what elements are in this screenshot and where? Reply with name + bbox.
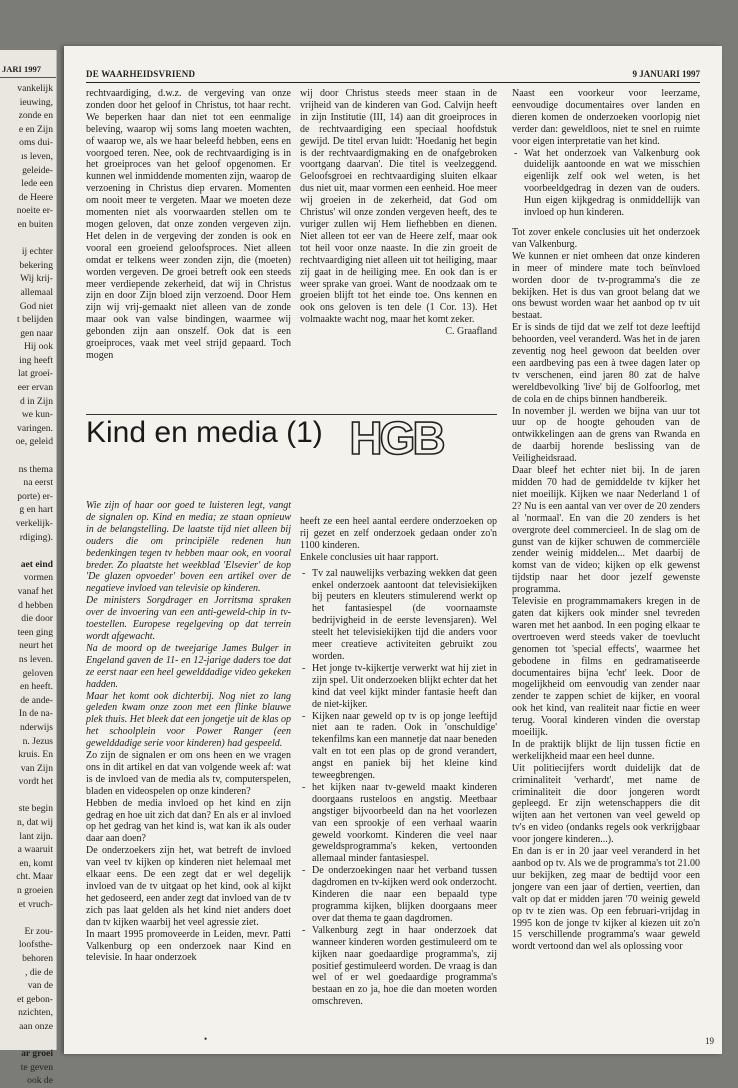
previous-page-header: JARI 1997 <box>2 64 41 74</box>
previous-page-line <box>0 544 56 558</box>
previous-page-line <box>0 911 56 925</box>
previous-page-line: d in Zijn <box>19 395 53 407</box>
previous-page-line: e en Zijn <box>18 123 53 135</box>
previous-page-line: de Heere <box>18 191 53 203</box>
previous-page-edge <box>0 50 57 1087</box>
previous-page-line: nzichten, <box>18 1007 53 1019</box>
article-headline: Kind en media (1) <box>86 416 323 449</box>
paragraph: Daar bleef het echter niet bij. In de jaren midden 70 had de gemiddelde tv kijker het niet moeilijk. Kijken we naar Nederland 1 of 2? Nu is een aantal van ver over de 20 zenders al 'normaal'. En van die 20 zenders is het overgrote deel commercieel. In de slag om de gunst van de kijker schuwen de commerciële zender weinig middelen... Met daarbij de komst van de video; kijken op elk gewenst tijdstip naar het door jezelf gewenste programma. <box>512 465 700 596</box>
previous-page-line: et gebon- <box>17 993 53 1005</box>
previous-page-line: ar groei <box>21 1048 53 1060</box>
previous-page-line: neurt het <box>19 640 53 652</box>
page-number: 19 <box>705 1036 714 1046</box>
previous-page-lines <box>0 82 56 1088</box>
previous-page-line: en heeft. <box>19 681 53 693</box>
previous-page-line: zonde en <box>18 110 53 122</box>
paragraph: Tot zover enkele conclusies uit het onderzoek van Valkenburg. <box>512 226 700 250</box>
article1-text: wij door Christus steeds meer staan in de vrijheid van de kinderen van God. Calvijn heeft in zijn Institutie (III, 14) aan dit groeiproces in de rechtvaardiging een speciaal hoofdstuk gewijd. De titel ervan luidt: 'Hoedanig het begin is der rechtvaardigmaking en de onafgebroken voortgang daarvan'. Die titel is veelzeggend. Geloofsgroei en rechtvaardiging sluiten elkaar dus niet uit, maar vormen een eenheid. Hoe meer wij groeien in de zekerheid, dat God om Christus' wil onze zonden vergeven heeft, des te vuriger zullen wij Hem liefhebben en dienen. Niet alleen tot eer van de Heere zelf, maar ook tot heil voor onze naaste. In die zin groeit de rechtvaardiging niet alleen uit tot heiliging, maar zij gaat in de heiliging mee. En ook dan is er weer sprake van groei. Want de noodzaak om te groeien blijft tot het einde toe. Ons kennen en ook ons geloven is ten dele (1 Cor. 13). Het volmaakte wacht nog, maar het komt zeker. <box>300 88 497 326</box>
page-header <box>86 68 700 83</box>
article2-column-1 <box>86 500 291 964</box>
previous-page-line: , die de <box>25 966 53 978</box>
article2-text: heeft ze een heel aantal eerdere onderzoeken op rij gezet en zelf onderzoek gedaan onder zo'n 1100 kinderen. <box>300 516 497 551</box>
previous-page-line: noeite er- <box>16 205 53 217</box>
previous-page-line: oe, geleid <box>15 436 53 448</box>
previous-page-line: n groeien <box>17 885 53 897</box>
article2-continuation <box>512 227 700 953</box>
paragraph: Uit politiecijfers wordt duidelijk dat de criminaliteit 'verhardt', met name de criminaliteit die door jongeren wordt gepleegd. Er zijn wetenschappers die dit wijten aan het vertonen van veel geweld op tv's en video (ondanks regels ook verkrijgbaar voor jongere kinderen...). <box>512 762 700 846</box>
previous-page-line <box>0 449 56 463</box>
previous-page-line: eer ervan <box>17 382 53 394</box>
previous-page-line: ns thema <box>18 463 53 475</box>
previous-page-line: van Zijn <box>20 762 53 774</box>
previous-page-line: Er zou- <box>24 925 53 937</box>
previous-page-line: oms dui- <box>19 137 53 149</box>
author-signature: C. Graafland <box>445 326 497 338</box>
list-item: - Wat het onderzoek van Valkenburg ook duidelijk aantoonde en wat we misschien eigenlijk zelf ook wel weten, is het voorbeeldgedrag in dezen van de ouders. Hun eigen kijkgedrag is onmiddellijk van invloed op hun kinderen. <box>512 148 700 219</box>
previous-page-line: allemaal <box>20 286 53 298</box>
previous-page-line: varingen. <box>17 422 53 434</box>
previous-page-line: nderwijs <box>19 721 53 733</box>
previous-page-line: bekering <box>19 259 53 271</box>
previous-page-line: ieuwing, <box>19 96 53 108</box>
paragraph: Zo zijn de signalen er om ons heen en we vragen ons in dit artikel en dat van volgende week af: wat is de invloed van de media als tv, computerspelen, bladen en videospelen op onze kinderen? <box>86 750 291 797</box>
previous-page-line: d hebben <box>18 599 53 611</box>
paragraph: Na de moord op de tweejarige James Bulger in Engeland gaven de 11- en 12-jarige daders toe dat ze eerst naar een heel gewelddadige video gekeken hadden. <box>86 642 291 690</box>
article1-text: rechtvaardiging, d.w.z. de vergeving van onze zonden door het geloof in Christus, tot haar recht. We beperken haar dan niet tot een eenmalige beleving, waarop wij soms lang moeten wachten, of waarop we, als we haar beleefd hebben, eens en voorgoed teren. Nee, ook de rechtvaardiging is in het groeiproces van het geloof opgenomen. Er kunnen wel inmiddende momenten zijn, waarop de verzoening in Christus diep ervaren. Momenten om nooit meer te vergeten. Maar we moeten deze momenten niet als voorwaarden stellen om te mogen geloven, dat onze zonden vergeven zijn. Het delen in de vergeving der zonden is ook en vooral een groeiend geloofsproces. Niet alleen omdat er telkens weer zonden zijn, die (moeten) worden vergeven. De groei betreft ook een steeds meer verdiepende zekerheid, dat wij in Christus zijn en door Zijn bloed zijn verzoend. Door Hem zijn wij vrij-gemaakt niet alleen van de zonde maar ook van valse bindingen, waarmee wij gebonden zijn aan onszelf. Ook dat is een groeiproces, vaak met veel strijd gepaard. Toch mogen <box>86 88 291 361</box>
previous-page-line: ook de <box>27 1075 53 1087</box>
previous-page-line: ste begin <box>18 803 53 815</box>
hgb-logo <box>346 408 446 466</box>
article2-column-3 <box>512 88 700 953</box>
previous-page-line <box>0 789 56 803</box>
paragraph: Wie zijn of haar oor goed te luisteren legt, vangt de signalen op. Kind en media; ze staan opnieuw in de belangstelling. De laatste tijd niet alleen bij ouders die om principiële redenen hun bedenkingen tegen tv hebben maar ook, en vooral breder. Zo plaatste het weekblad 'Elsevier' de kop 'De glazen opvoeder' boven een artikel over de negatieve invloed van televisie op kinderen. <box>86 500 291 595</box>
previous-page-line <box>0 1034 56 1048</box>
previous-page-line: God niet <box>19 300 53 312</box>
paragraph: De ministers Sorgdrager en Jorritsma spraken over de invoering van een anti-geweld-chip in tv-toestellen. Europese regelgeving op dat terrein wordt afgewacht. <box>86 595 291 642</box>
article-intro <box>86 500 291 750</box>
previous-page-line: en buiten <box>17 218 53 230</box>
article2-body <box>86 750 291 964</box>
newspaper-page: DE WAARHEIDSVRIEND 9 JANUARI 1997 rechtvaardiging, d.w.z. de vergeving van onze zonden door het geloof in Christus, tot haar recht. We beperken haar dan niet tot een eenmalige beleving, waarop wij soms lang moeten wachten, of waarop we, als we haar beleefd hebben, eens en voorgoed teren. Nee, ook de rechtvaardiging is in het groeiproces van het geloof opgenomen. Er kunnen wel inmiddende momenten zijn, waarop de verzoening in Christus diep ervaren. Momenten om nooit meer te vergeten. Maar we moeten deze momenten niet als voorwaarden stellen om te mogen geloven, dat onze zonden vergeven zijn. Het delen in de vergeving der zonden is ook en vooral een groeiend geloofsproces. Niet alleen omdat er telkens weer zonden zijn, die (moeten) worden vergeven. De groei betreft ook een steeds meer verdiepende zekerheid, dat wij in Christus zijn en door Zijn bloed zijn verzoend. Door Hem zijn wij vrij-gemaakt niet alleen van de zonde maar ook van valse bindingen, waarmee wij gebonden zijn aan onszelf. Ook dat is een groeiproces, vaak met veel strijd gepaard. Toch mogen wij door Christus steeds meer staan in de vrijheid van de kinderen van God. Calvijn heeft in zijn Institutie (III, 14) aan dit groeiproces in de rechtvaardiging een speciaal hoofdstuk gewijd. De titel ervan luidt: 'Hoedanig het begin is der rechtvaardigmaking en de onafgebroken voortgang daarvan'. Die titel is veelzeggend. Geloofsgroei en rechtvaardiging sluiten elkaar dus niet uit, maar vormen een eenheid. Hoe meer wij groeien in de zekerheid, dat God om Christus' wil onze zonden vergeven heeft, des te vuriger zullen wij Hem liefhebben en dienen. Niet alleen tot eer van de Heere zelf, maar ook tot heil voor onze naaste. In die zin groeit de rechtvaardiging niet alleen uit tot heiliging, maar zij gaat in de heiliging mee. En ook dan is er weer sprake van groei. Want de noodzaak om te groeien blijft tot het einde toe. Ons kennen en ook ons geloven is ten dele (1 Cor. 13). Het volmaakte wacht nog, maar het komt zeker. C. Graafland Kind en media (1) HGB Wie zijn of haar oor goed te luisteren legt, vangt de signalen op. Kind en media; ze staan opnieuw in de belangstelling. De laatste tijd niet alleen bij ouders die om principiële redenen hun bedenkingen tegen tv hebben maar ook, en vooral breder. Zo plaatste het weekblad 'Elsevier' de kop 'De glazen opvoeder' boven een artikel over de negatieve invloed van televisie op kinderen. De ministers Sorgdrager en Jorritsma spraken over de invoering van een anti-geweld-chip in tv-toestellen. Europese regelgeving op dat terrein wordt afgewacht. Na de moord op de tweejarige James Bulger in Engeland gaven de 11- en 12-jarige daders toe dat ze eerst naar een heel gewelddadige video gekeken hadden. Maar het komt ook dichterbij. Nog niet zo lang geleden kwam onze zoon met een flinke blauwe plek thuis. Het bleek dat een jongetje uit de klas op het schoolplein voor Power Ranger (een gewelddadige serie voor kinderen) had gespeeld. Zo zijn de signalen er om ons heen en we vragen ons in dit artikel en dat van volgende week af: wat is de invloed van de media als tv, computerspelen, bladen en videospelen op onze kinderen? Hebben de media invloed op het kind en zijn gedrag en hoe uit zich dat dan? En als er al invloed op het gedrag van het kind is, wat kan ik als ouder daar aan doen? De onderzoekers zijn het, wat betreft de invloed van veel tv kijken op kinderen niet helemaal met elkaar eens. De een zegt dat er wel degelijk invloed van de tv uitgaat op het kind, ook al kijkt het gedoseerd, een ander zegt dat invloed van de tv zich pas laat gelden als het kind niet anders doet dan tv kijken waarbij het veel agressie ziet. In maart 1995 promoveerde in Leiden, mevr. Patti Valkenburg op een onderzoek naar Kind en televisie. In haar onderzoek heeft ze een heel aantal eerdere onderzoeken op rij gezet en zelf onderzoek gedaan onder zo'n 1100 kinderen. Enkele conclusies uit haar rapport. - Tv zal nauwelijks verbazing wekken dat geen enkel onderzoek aantoont dat televisiekijken bij peuters en kleuters stimulerend werkt op het fantasiespel (de voornaamste bedrijvigheid in de eerste levensjaren). Wel steelt het televisiekijken tijd die anders voor meer creatieve activiteiten gebruikt zou worden. - Het jonge tv-kijkertje verwerkt wat hij ziet in zijn spel. Uit onderzoeken blijkt echter dat het kind dat veel kijkt minder fantasie heeft dan de niet-kijker. - Kijken naar geweld op tv is op jonge leeftijd niet aan te raden. Ook in 'onschuldige' tekenfilms kan een mannetje dat naar beneden valt en tot een plas op de grond verandert, angst en paniek bij het kleine kind teweegbrengen. - het kijken naar tv-geweld maakt kinderen doorgaans rusteloos en angstig. Meetbaar angstiger bijvoorbeeld dan na het voorlezen van een sprookje of een verhaal waarin geweld voorkomt. Kinderen die veel naar geweldsprogramma's keken, vertoonden allemaal minder fantasiespel. - De onderzoekingen naar het verband tussen dagdromen en tv-kijken werd ook onderzocht. Kinderen die naar een bepaald type programma kijken, blijken doorgaans meer over dat thema te gaan dagdromen. - Valkenburg zegt in haar onderzoek dat wanneer kinderen worden gestimuleerd om te kijken naar goedaardige programma's, zij positief gestimuleerd worden. De vraag is dan wel of er wel goedaardige programma's bestaan en zo ja, hoe die dan moeten worden omschreven. Naast een voorkeur voor leerzame, eenvoudige documentaires over landen en dieren komen de onderzoeken voorlopig niet verder dan: geweldloos, niet te snel en ruimte voor eigen interpretatie van het kind. - Wat het onderzoek van Valkenburg ook duidelijk aantoonde en wat we misschien eigenlijk zelf ook wel weten, is het voorbeeldgedrag in dezen van de ouders. Hun eigen kijkgedrag is onmiddellijk van invloed op hun kinderen. Tot zover enkele conclusies uit het onderzoek van Valkenburg. We kunnen er niet omheen dat onze kinderen in meer of mindere mate toch beïnvloed worden door de tv-programma's die ze bekijken. Het is dus van groot belang dat we ons bewust worden waar het aanbod op tv uit bestaat. Er is sinds de tijd dat we zelf tot deze leeftijd behoorden, veel veranderd. Was het in de jaren zeventig nog heel gewoon dat beelden over een aardbeving pas een à twee dagen later op tv verschenen, eind jaren 80 zat de halve wereldbevolking 'live' bij de Golfoorlog, met de cola en de chips binnen handbereik. In november jl. werden we bijna van uur tot uur op de hoogte gehouden van de ontwikkelingen aan de grens van Rwanda en de daarbij horende beslissing van de Veiligheidsraad. Daar bleef het echter niet bij. In de jaren midden 70 had de gemiddelde tv kijker het niet moeilijk. Kijken we naar Nederland 1 of 2? Nu is een aantal van ver over de 20 zenders al 'normaal'. En van die 20 zenders is het overgrote deel commercieel. In de slag om de gunst van de kijker schuwen de commerciële zender weinig middelen... Met daarbij de komst van de video; kijken op elk gewenst tijdstip naar het door jezelf gewenste programma. Televisie en programmamakers kregen in de gaten dat kijkers ook minder snel tevreden waren met het aanbod. In een poging elkaar te overtroeven werd steeds vaker de toevlucht genomen tot 'special effects', waarmee het gebodene in films en gedramatiseerde documentaires bijna 'echt' leek. Door de mogelijkheid om eenvoudig van zender naar zender te zappen schiet de kijker, en vooral ook het kind, van realiteit naar fictie en weer terug. Vooral kinderen vinden die overstap moeilijk. In de praktijk blijkt de lijn tussen fictie en werkelijkheid maar een heel dunne. Uit politiecijfers wordt duidelijk dat de criminaliteit 'verhardt', met name de criminaliteit die door jongeren wordt gepleegd. Er zijn wetenschappers die dit wijten aan het vertonen van veel geweld op tv's en video (ondanks regels ook verkrijgbaar voor jongere kinderen...). En dan is er in 20 jaar veel veranderd in het aanbod op tv. Als we de programma's tot 21.00 uur bekijken, zeg maar de bedtijd voor een jongere van een jaar of dertien, veertien, dan valt op dat er midden jaren '70 weinig geweld op tv te zien was. Op een februari-vrijdag in 1995 kon de jonge tv kijker al kiezen uit zo'n 15 verschillende programma's waar geweld wordt vertoond dan wel als oplossing voor • 19 <box>64 46 722 1054</box>
previous-page-line: ing heeft <box>19 354 53 366</box>
previous-page-line: t belijden <box>17 314 53 326</box>
conclusions-list <box>300 568 497 1009</box>
paragraph: De onderzoekers zijn het, wat betreft de invloed van veel tv kijken op kinderen niet helemaal met elkaar eens. De een zegt dat er wel degelijk invloed van de tv uitgaat op het kind, ook al kijkt het gedoseerd, een ander zegt dat invloed van de tv zich pas laat gelden als het kind niet anders doet dan tv kijken waarbij het veel agressie ziet. <box>86 845 291 928</box>
previous-page-line: rdiging). <box>19 531 53 543</box>
list-item: - Valkenburg zegt in haar onderzoek dat wanneer kinderen worden gestimuleerd om te kijken naar goedaardige programma's, zij positief gestimuleerd worden. De vraag is dan wel of er wel goedaardige programma's bestaan en zo ja, hoe die dan moeten worden omschreven. <box>300 925 497 1008</box>
previous-page-line: lede een <box>21 178 53 190</box>
previous-page-line: Wij krij- <box>20 273 53 285</box>
article1-column-2 <box>300 88 497 338</box>
previous-page-line: ij echter <box>21 246 53 258</box>
previous-page-line: n. Jezus <box>22 735 53 747</box>
article1-column-1 <box>86 88 291 362</box>
paragraph: Maar het komt ook dichterbij. Nog niet zo lang geleden kwam onze zoon met een flinke blauwe plek thuis. Het bleek dat een jongetje uit de klas op het schoolplein voor Power Ranger (een gewelddadige serie voor kinderen) had gespeeld. <box>86 690 291 750</box>
previous-page-line: g en hart <box>19 504 53 516</box>
previous-page-line: et vruch- <box>18 898 53 910</box>
paragraph: Er is sinds de tijd dat we zelf tot deze leeftijd behoorden, veel veranderd. Was het in de jaren zeventig nog heel gewoon dat beelden over een aardbeving pas een à twee dagen later op tv verschenen, eind jaren 80 zat de halve wereldbevolking 'live' bij de Golfoorlog, met de cola en de chips binnen handbereik. <box>512 322 700 405</box>
previous-page-line: vanaf het <box>17 585 53 597</box>
previous-page-line: lant zijn. <box>19 830 53 842</box>
previous-page-line: kruis. En <box>18 749 53 761</box>
previous-page-line: a waaruit <box>17 844 53 856</box>
paragraph: In november jl. werden we bijna van uur tot uur op de hoogte gehouden van de ontwikkelingen aan de grens van Rwanda en de daarbij horende beslissing van de Veiligheidsraad. <box>512 405 700 465</box>
previous-page-line: cht. Maar <box>16 871 53 883</box>
article2-text: Enkele conclusies uit haar rapport. <box>300 551 439 563</box>
previous-page-line: vormen <box>23 572 53 584</box>
issue-date: 9 JANUARI 1997 <box>632 69 700 79</box>
previous-page-line: na eerst <box>23 477 53 489</box>
paragraph: In de praktijk blijkt de lijn tussen fictie en werkelijkheid maar een heel dunne. <box>512 738 700 762</box>
previous-page-line: gen naar <box>20 327 53 339</box>
list-item: - Tv zal nauwelijks verbazing wekken dat geen enkel onderzoek aantoont dat televisiekijken bij peuters en kleuters stimulerend werkt op het fantasiespel (de voornaamste bedrijvigheid in de eerste levensjaren). Wel steelt het televisiekijken tijd die anders voor meer creatieve activiteiten gebruikt zou worden. <box>300 568 497 663</box>
previous-page-line: behoren <box>22 953 53 964</box>
previous-page-line: loofsthe- <box>18 939 53 951</box>
previous-page-line: aan onze <box>19 1020 53 1032</box>
previous-page-line: geleide- <box>22 164 53 176</box>
previous-page-line: aet eind <box>20 558 53 570</box>
previous-page-line: Hij ook <box>23 341 53 353</box>
list-item: - Kijken naar geweld op tv is op jonge leeftijd niet aan te raden. Ook in 'onschuldige' tekenfilms kan een mannetje dat naar beneden valt en tot een plas op de grond verandert, angst en paniek bij het kleine kind teweegbrengen. <box>300 711 497 782</box>
previous-page-line: vankelijk <box>17 83 53 94</box>
previous-page-line: ns leven. <box>18 653 53 665</box>
previous-page-line: te geven <box>20 1061 53 1073</box>
previous-page-line: geloven <box>22 667 53 679</box>
previous-page-line: teen ging <box>17 626 53 638</box>
previous-page-line: In de na- <box>18 708 53 720</box>
paragraph: Televisie en programmamakers kregen in de gaten dat kijkers ook minder snel tevreden waren met het aanbod. In een poging elkaar te overtroeven werd steeds vaker de toevlucht genomen tot 'special effects', waarmee het gebodene in films en gedramatiseerde documentaires bijna 'echt' leek. Door de mogelijkheid om eenvoudig van zender naar zender te zappen schiet de kijker, en vooral ook het kind, van realiteit naar fictie en weer terug. Vooral kinderen vinden die overstap moeilijk. <box>512 596 700 739</box>
previous-page-line: van de <box>27 980 53 992</box>
list-item: - De onderzoekingen naar het verband tussen dagdromen en tv-kijken werd ook onderzocht. Kinderen die naar een bepaald type programma kijken, blijken doorgaans meer over dat thema te gaan dagdromen. <box>300 865 497 925</box>
previous-page-line: we kun- <box>21 409 53 421</box>
svg-text:HGB: HGB <box>349 412 443 464</box>
previous-page-line: n, dat wij <box>17 817 53 829</box>
publication-name: DE WAARHEIDSVRIEND <box>86 69 196 79</box>
article2-column-2 <box>300 516 497 1008</box>
paragraph: We kunnen er niet omheen dat onze kinderen in meer of mindere mate toch beïnvloed worden door de tv-programma's die ze bekijken. Het is dus van groot belang dat we ons bewust worden waar het aanbod op tv uit bestaat. <box>512 250 700 322</box>
previous-page-line: porte) er- <box>17 490 53 502</box>
previous-page-line: de ande- <box>20 694 53 706</box>
list-item: - het kijken naar tv-geweld maakt kinderen doorgaans rusteloos en angstig. Meetbaar angstiger bijvoorbeeld dan na het voorlezen van een sprookje of een verhaal waarin geweld voorkomt. Kinderen die veel naar geweldsprogramma's keken, vertoonden allemaal minder fantasiespel. <box>300 782 497 865</box>
previous-page-line <box>0 232 56 246</box>
list-item: - Het jonge tv-kijkertje verwerkt wat hij ziet in zijn spel. Uit onderzoeken blijkt echter dat het kind dat veel kijkt minder fantasie heeft dan de niet-kijker. <box>300 663 497 711</box>
previous-page-line: lat groei- <box>18 368 53 380</box>
previous-page-line: en, komt <box>19 857 53 869</box>
article2-text: Naast een voorkeur voor leerzame, eenvoudige documentaires over landen en dieren komen de onderzoeken voorlopig niet verder dan: geweldloos, niet te snel en ruimte voor eigen interpretatie van het kind. <box>512 88 700 147</box>
previous-page-line: ıs leven, <box>21 150 53 162</box>
paragraph: In maart 1995 promoveerde in Leiden, mevr. Patti Valkenburg op een onderzoek naar Kind en televisie. In haar onderzoek <box>86 928 291 964</box>
paragraph: En dan is er in 20 jaar veel veranderd in het aanbod op tv. Als we de programma's tot 21.00 uur bekijken, zeg maar de bedtijd voor een jongere van een jaar of dertien, veertien, dan valt op dat er midden jaren '70 weinig geweld op tv te zien was. Op een februari-vrijdag in 1995 kon de jonge tv kijker al kiezen uit zo'n 15 verschillende programma's waar geweld wordt vertoond dan wel als oplossing voor <box>512 846 700 953</box>
previous-page-line: die door <box>21 613 53 625</box>
previous-page-line: verkelijk- <box>15 518 53 529</box>
paragraph: Hebben de media invloed op het kind en zijn gedrag en hoe uit zich dat dan? En als er al invloed op het gedrag van het kind is, wat kan ik als ouder daar aan doen? <box>86 797 291 845</box>
previous-page-line: vordt het <box>18 776 53 788</box>
